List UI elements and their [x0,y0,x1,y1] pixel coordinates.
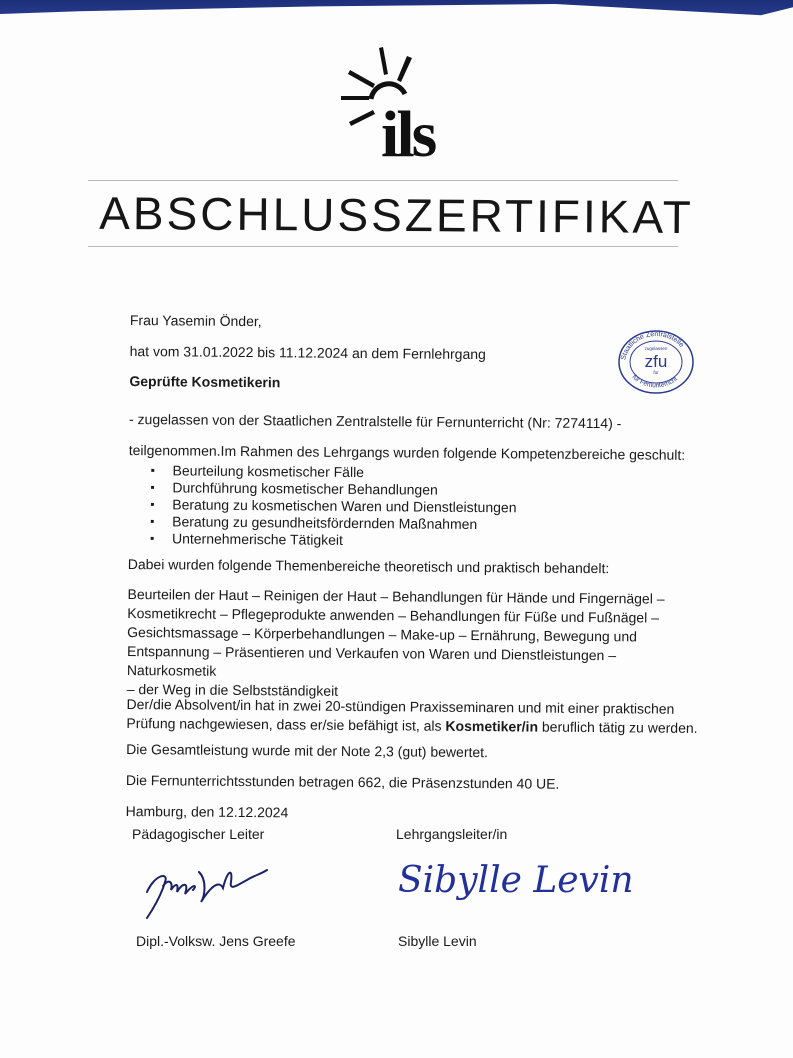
logo-ray [349,110,375,126]
practice-text: Prüfung nachgewiesen, dass er/sie befähigt ist, als [126,714,446,734]
svg-text:für Fernunterricht [631,374,679,390]
list-item: ▪ Beratung zu gesundheitsfördernden Maßnahmen [150,513,516,533]
recipient: Frau Yasemin Önder, [129,311,262,330]
topics-line: Beurteilen der Haut – Reinigen der Haut – Behandlungen für Hände und Fingernägel – [127,585,665,607]
logo-wordmark: ils [381,98,435,162]
practice-line [126,714,706,738]
practice-text: beruflich tätig zu werden. [537,718,698,736]
topics-line: Kosmetikrecht – Pflegeprodukte anwenden – Behandlungen für Füße und Fußnägel – [127,604,659,626]
logo-ray [397,56,412,82]
period-line: hat vom 31.01.2022 bis 11.12.2024 an dem Fernlehrgang [129,342,486,363]
topics-line: – der Weg in die Selbstständigkeit [126,680,339,699]
seal-small-bottom: für [653,370,659,375]
logo-ray [348,70,375,88]
intro-line: teilgenommen.Im Rahmen des Lehrgangs wurden folgende Kompetenzbereiche geschult: [128,441,686,463]
topics-line: Entspannung – Präsentieren und Verkaufen von Waren und Dienstleistungen – Naturkosmetik [126,642,617,679]
list-item: ▪ Durchführung kosmetischer Behandlungen [150,479,516,499]
right-signature [394,852,644,908]
seal-small-top: zugelassen [644,346,668,351]
certificate-title: ABSCHLUSSZERTIFIKAT [99,186,694,244]
topics-line: Gesichtsmassage – Körperbehandlungen – Make-up – Ernährung, Bewegung und [127,623,638,645]
left-signature [135,852,285,922]
hours-line: Die Fernunterrichtsstunden betragen 662, die Präsenzstunden 40 UE. [125,771,560,792]
practice-paragraph [126,695,706,738]
title-rule-top [88,180,678,181]
top-color-band [0,0,793,40]
seal-ring-text-bottom: für Fernunterricht [630,373,679,390]
seal-ring-text-top: Staatliche Zentralstelle [620,330,685,361]
signature-handwriting: Sibylle Levin [398,860,634,901]
logo-ray [379,47,388,75]
left-signer-name: Dipl.-Volksw. Jens Greefe [136,933,296,949]
right-signer-name: Sibylle Levin [398,933,477,949]
seal-mark: zfu [644,352,668,371]
title-rule-bottom [88,246,678,247]
profession-title: Kosmetiker/in [445,717,539,735]
approval-line: - zugelassen von der Staatlichen Zentralstelle für Fernunterricht (Nr: 7274114) - [128,410,622,432]
logo-ray [341,96,369,100]
list-item: ▪ Beurteilung kosmetischer Fälle [151,462,517,482]
signature-stroke [147,870,267,918]
right-signer-role: Lehrgangsleiter/in [396,826,508,842]
place-date: Hamburg, den 12.12.2024 [125,802,289,821]
practice-line: Der/die Absolvent/in hat in zwei 20-stündigen Praxisseminaren und mit einer praktischen [126,695,675,717]
zfu-seal [617,328,695,394]
course-name: Geprüfte Kosmetikerin [129,372,281,391]
list-item: ▪ Unternehmerische Tätigkeit [150,530,516,550]
competency-list [150,462,517,550]
logo-arc [371,84,405,99]
topics-intro: Dabei wurden folgende Themenbereiche theoretisch und praktisch behandelt: [127,555,610,577]
ils-logo [333,44,463,162]
list-item: ▪ Beratung zu kosmetischen Waren und Dienstleistungen [150,496,516,516]
grade-line: Die Gesamtleistung wurde mit der Note 2,3 (gut) bewertet. [126,740,489,761]
topics-paragraph [127,585,708,704]
left-signer-role: Pädagogischer Leiter [132,826,265,842]
